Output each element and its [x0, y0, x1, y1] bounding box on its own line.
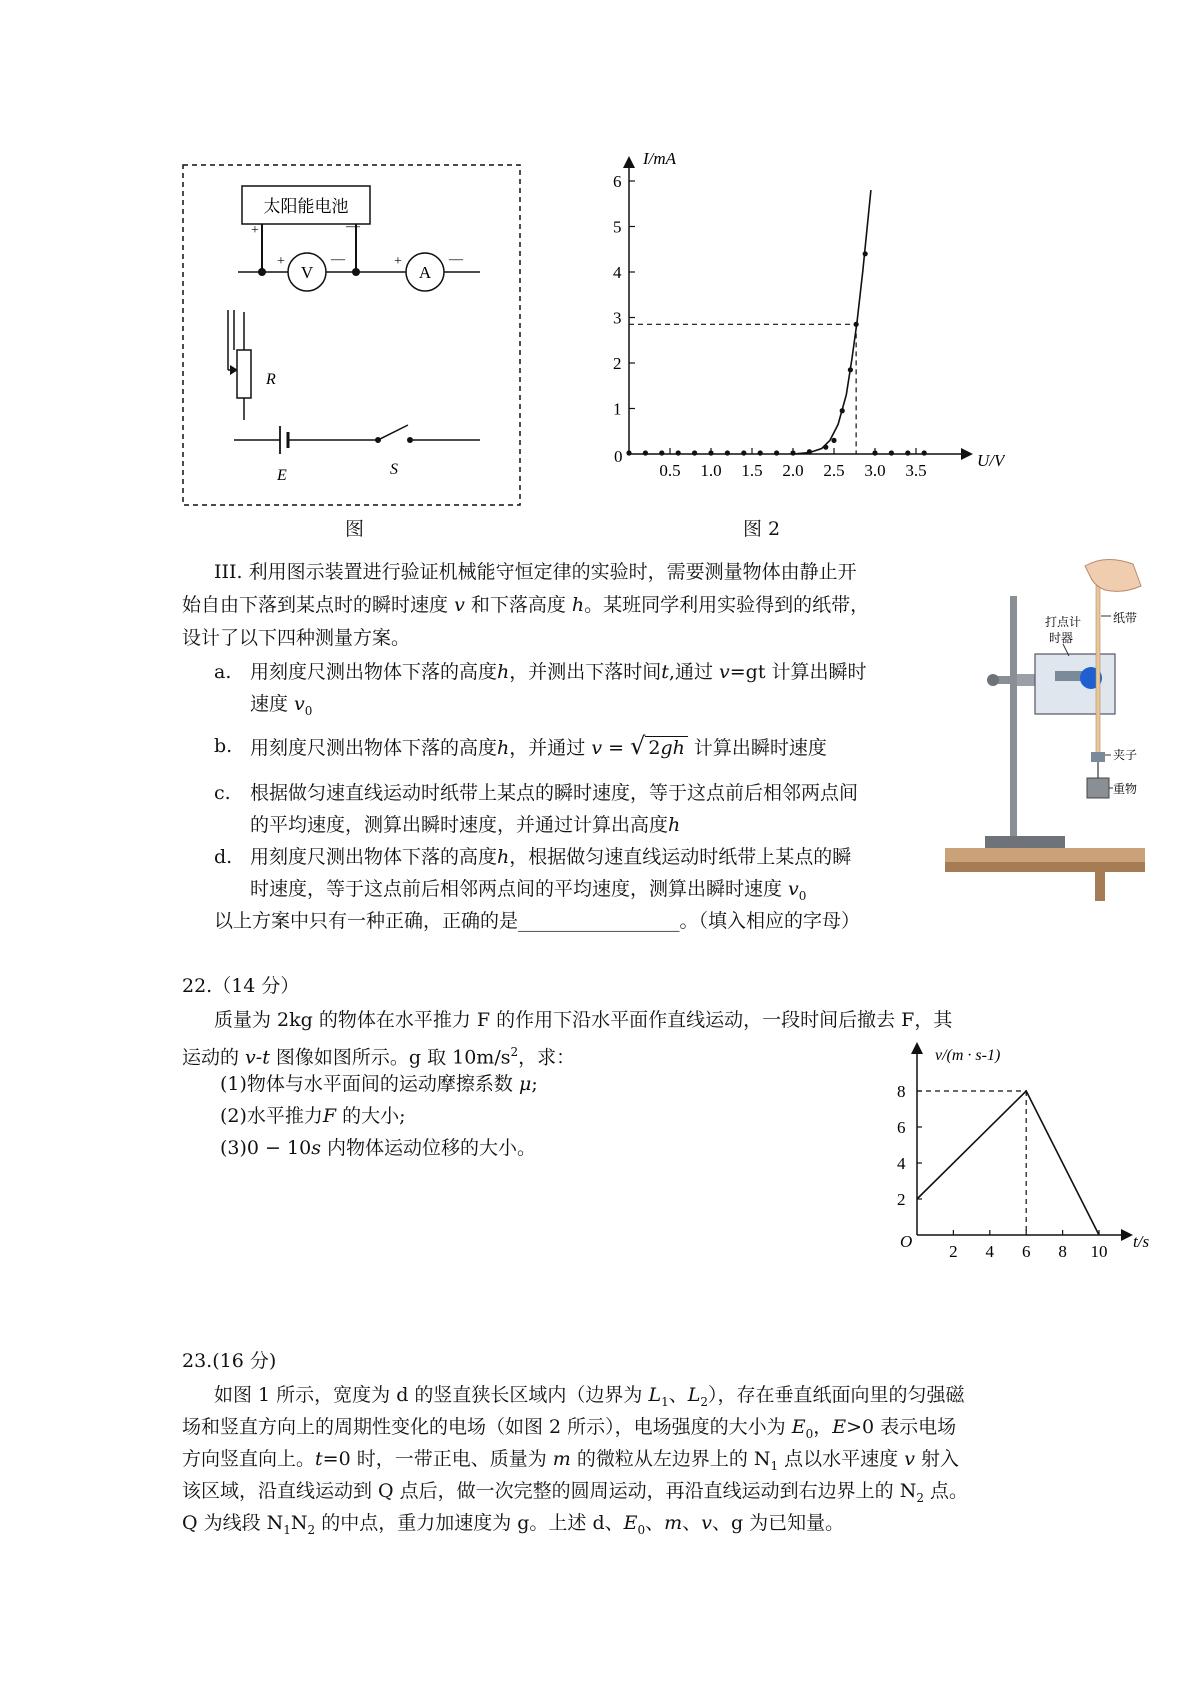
q23-line-1: 如图 1 所示，宽度为 d 的竖直狭长区域内（边界为 $L_1$、$L_2$），存在垂直纸面向里的匀强磁 [214, 1384, 965, 1409]
y-tick-label: 2 [613, 354, 622, 373]
x-tick-label: 3.0 [864, 461, 886, 480]
y-axis-label: v/(m · s-1) [935, 1047, 1001, 1064]
option-c-line-2: 的平均速度，测算出瞬时速度，并通过计算出高度h [250, 814, 681, 836]
data-point [725, 450, 730, 455]
fit-curve [793, 190, 871, 454]
svg-text:打点计: 打点计 [1045, 615, 1082, 629]
y-tick-label: 2 [897, 1190, 906, 1209]
switch [378, 425, 408, 440]
svg-text:纸带: 纸带 [1113, 611, 1138, 625]
svg-text:+: + [251, 223, 259, 238]
q3-intro-line-2: 始自由下落到某点时的瞬时速度 v 和下落高度 h。某班同学利用实验得到的纸带， [182, 594, 870, 616]
origin-label: 0 [614, 447, 623, 466]
x-tick-label: 2 [949, 1242, 958, 1261]
y-tick-label: 8 [897, 1082, 906, 1101]
data-point [758, 450, 763, 455]
y-tick-label: 5 [613, 217, 622, 237]
q22-item-2: (2)水平推力F 的大小; [220, 1105, 406, 1127]
svg-text:—: — [346, 219, 360, 234]
x-axis-label: t/s [1133, 1232, 1150, 1251]
option-a-line-1: 用刻度尺测出物体下落的高度h，并测出下落时间t,通过 v=gt 计算出瞬时 [250, 661, 867, 683]
q3-intro-line-3: 设计了以下四种测量方案。 [182, 627, 411, 649]
svg-text:A: A [418, 263, 432, 282]
circuit-figure [180, 162, 525, 512]
q22-item-3: (3)0 − 10s 内物体运动位移的大小。 [220, 1137, 536, 1159]
x-tick-label: 10 [1090, 1242, 1108, 1261]
y-tick-label: 4 [613, 263, 622, 282]
svg-text:S: S [390, 461, 398, 478]
q22-header: 22.（14 分） [182, 975, 300, 997]
vt-chart [880, 1040, 1150, 1270]
x-tick-label: 1.5 [741, 461, 763, 480]
q3-conclusion: 以上方案中只有一种正确，正确的是_________________。（填入相应的字母） [214, 910, 861, 932]
data-point [922, 450, 927, 455]
x-tick-label: 1.0 [700, 461, 722, 480]
data-point [708, 450, 713, 455]
svg-text:时器: 时器 [1049, 631, 1074, 645]
x-tick-label: 3.5 [905, 461, 927, 480]
x-tick-label: 8 [1058, 1242, 1067, 1261]
svg-text:夹子: 夹子 [1113, 748, 1138, 762]
rheostat [237, 350, 251, 398]
paper-tape [1096, 574, 1100, 754]
y-tick-label: 3 [613, 308, 622, 328]
data-point [643, 450, 648, 455]
svg-text:R: R [266, 371, 276, 388]
x-axis-label: U/V [977, 451, 1005, 470]
y-tick-label: 6 [897, 1118, 906, 1137]
svg-text:—: — [449, 252, 463, 267]
iu-chart [585, 152, 1005, 527]
sqrt-symbol: √ [630, 732, 646, 760]
svg-text:E: E [277, 467, 287, 484]
figure-1-caption: 图 [345, 518, 365, 540]
data-point [659, 450, 664, 455]
q3-intro-line-1: III. 利用图示装置进行验证机械能守恒定律的实验时，需要测量物体由静止开 [214, 561, 857, 583]
svg-text:—: — [331, 252, 345, 267]
y-tick-label: 1 [613, 399, 622, 419]
sqrt-radicand: 2gh [645, 736, 688, 759]
q23-line-2: 场和竖直方向上的周期性变化的电场（如图 2 所示），电场强度的大小为 $E_0$，E>0 表示电场 [182, 1416, 957, 1441]
y-tick-label: 4 [897, 1154, 906, 1173]
y-axis-label: I/mA [643, 152, 677, 168]
data-point [790, 450, 795, 455]
option-a-line-2: 速度 $v_0$ [250, 693, 313, 718]
origin-label: O [900, 1232, 913, 1251]
option-a-label: a. [214, 661, 232, 683]
q22-item-1: (1)物体与水平面间的运动摩擦系数 μ; [220, 1073, 538, 1095]
data-point [831, 438, 836, 443]
weight [1087, 778, 1109, 798]
x-tick-label: 4 [985, 1242, 995, 1261]
figure-2-caption: 图 2 [743, 518, 781, 540]
data-point [676, 450, 681, 455]
data-point [692, 450, 697, 455]
q23-line-5: Q 为线段 $N_1N_2$ 的中点，重力加速度为 g。上述 d、$E_0$、m、v、g 为已知量。 [182, 1512, 845, 1537]
option-d-line-1: 用刻度尺测出物体下落的高度h，根据做匀速直线运动时纸带上某点的瞬 [250, 846, 852, 868]
solar-battery-label: 太阳能电池 [263, 197, 349, 216]
option-b-label: b. [214, 735, 233, 757]
timer-box [1035, 654, 1115, 714]
y-tick-label: 6 [613, 172, 622, 191]
option-b-line-1: 用刻度尺测出物体下落的高度h，并通过 v = √ 2gh 计算出瞬时速度 [250, 732, 827, 760]
x-tick-label: 0.5 [659, 461, 681, 480]
data-point [905, 450, 910, 455]
option-c-line-1: 根据做匀速直线运动时纸带上某点的瞬时速度，等于这点前后相邻两点间 [250, 782, 859, 804]
q23-line-4: 该区域，沿直线运动到 Q 点后，做一次完整的圆周运动，再沿直线运动到右边界上的 $N_2$ 点。 [182, 1480, 969, 1505]
option-c-label: c. [214, 782, 231, 804]
data-point [774, 450, 779, 455]
option-d-label: d. [214, 846, 233, 868]
svg-text:重物: 重物 [1113, 782, 1138, 796]
q22-line-1: 质量为 2kg 的物体在水平推力 F 的作用下沿水平面作直线运动，一段时间后撤去 F，其 [214, 1009, 953, 1031]
velocity-line [917, 1091, 1099, 1235]
data-point [872, 450, 877, 455]
data-point [626, 450, 631, 455]
q23-header: 23.(16 分) [182, 1350, 277, 1372]
q23-line-3: 方向竖直向上。t=0 时，一带正电、质量为 m 的微粒从左边界上的 $N_1$ 点以水平速度 v 射入 [182, 1448, 960, 1473]
x-tick-label: 2.5 [823, 461, 845, 480]
x-tick-label: 2.0 [782, 461, 804, 480]
data-point [889, 450, 894, 455]
q22-line-2: 运动的 v-t 图像如图所示。g 取 $10m/s^2$，求： [182, 1045, 576, 1069]
svg-text:+: + [277, 254, 285, 269]
free-fall-apparatus [945, 556, 1145, 901]
svg-text:+: + [394, 254, 402, 269]
x-tick-label: 6 [1021, 1242, 1031, 1261]
data-point [741, 450, 746, 455]
svg-text:V: V [300, 263, 314, 282]
option-d-line-2: 时速度，等于这点前后相邻两点间的平均速度，测算出瞬时速度 $v_0$ [250, 878, 807, 903]
